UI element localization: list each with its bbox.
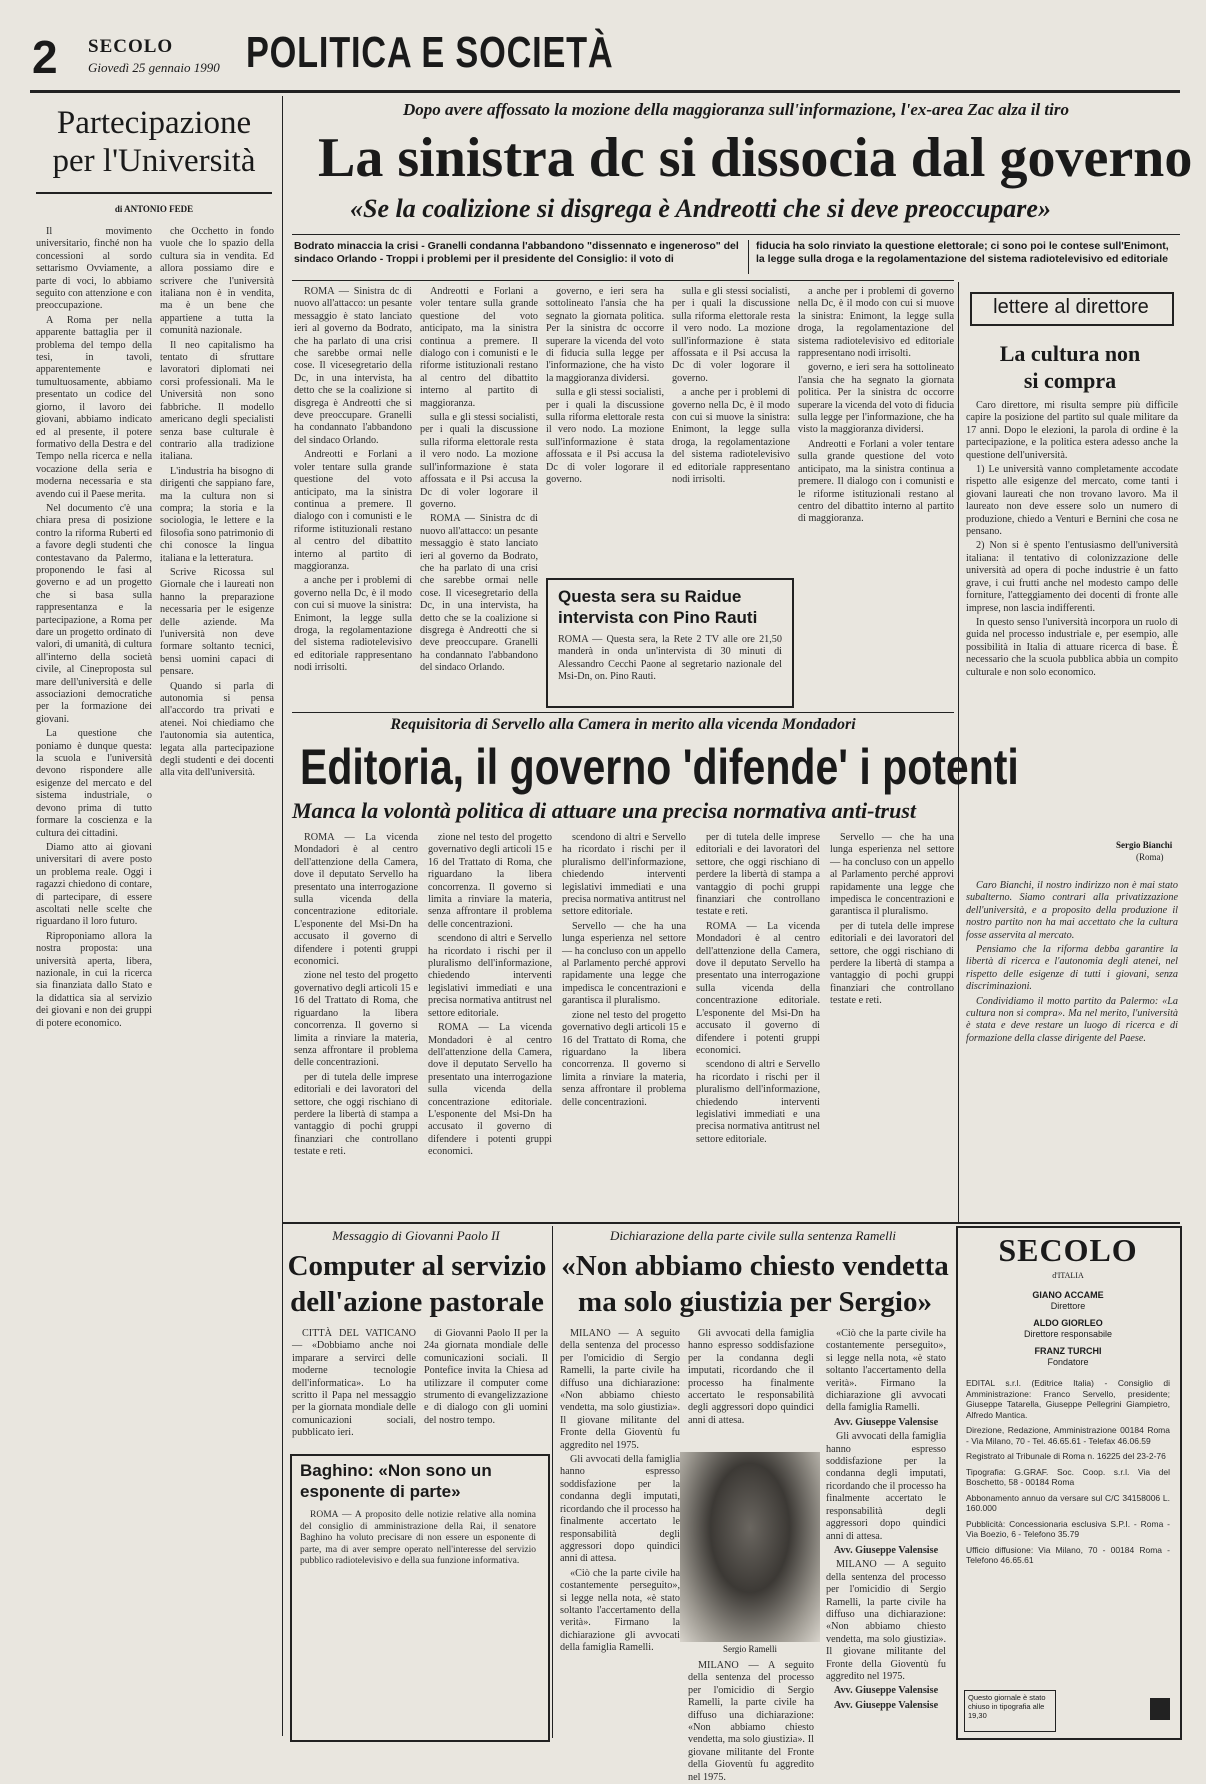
main-summary-left: Bodrato minaccia la crisi - Granelli condanna l'abbandono "dissennato e ingeneroso" del sindaco Orlando - Troppi i problemi per il presidente del Consiglio: il voto di — [294, 240, 739, 265]
paragraph: per di tutela delle imprese editoriali e dei lavoratori del settore, che oggi rischiano di perdere la libertà di stampa a vantaggio di pochi gruppi finanziari che controllano testate e reti. — [830, 920, 954, 1007]
left-headline-rule — [36, 192, 272, 194]
left-article-col1 — [36, 226, 152, 1726]
letters-header: lettere al direttore — [993, 296, 1149, 318]
paragraph: sulla e gli stessi socialisti, per i quali la discussione sulla riforma elettorale resta il vero nodo. La mozione sull'informazione è stata affossata e il Psi accusa la Dc di voler logorare il governo. — [420, 412, 538, 510]
signature: Avv. Giuseppe Valensise — [833, 1685, 939, 1697]
paragraph: ROMA — La vicenda Mondadori è al centro dell'attenzione della Camera, dove il deputato Servello ha presentato una interrogazione sulla vicenda della concentrazione editoriale. L'esponente del Msi-Dn ha accusato il governo di difendere i potenti gruppi economici. — [428, 1022, 552, 1158]
bottom-top-rule — [282, 1222, 1180, 1224]
editoria-headline: Editoria, il governo 'difende' i potenti — [300, 739, 1019, 795]
editoria-top-rule — [292, 712, 954, 713]
paragraph: Diamo atto ai giovani universitari di avere posto un problema reale. Oggi i ragazzi chiedono di contare, di partecipare, di essere ascoltati nelle scelte che riguardano il loro futuro. — [36, 841, 152, 928]
paragraph: Gli avvocati della famiglia hanno espresso soddisfazione per la condanna degli imputati, ricordando che il processo ha finalmente accertato le responsabilità degli aggressori dopo quindici anni di attesa. — [560, 1454, 680, 1565]
editoria-col-1 — [294, 832, 418, 1210]
ramelli-col-3 — [826, 1328, 946, 1736]
paragraph: sulla e gli stessi socialisti, per i quali la discussione sulla riforma elettorale resta il vero nodo. La mozione sull'informazione è stata affossata e il Psi accusa la Dc di voler logorare il governo. — [672, 286, 790, 384]
left-article-col2 — [160, 226, 274, 1726]
paragraph: Caro Bianchi, il nostro indirizzo non è mai stato subalterno. Siamo contrari alla privatizzazione dell'università, e a proposito della produzione il nostro partito non ha mai accettato che la cultura fosse asservita al mercato. — [966, 880, 1178, 941]
paragraph: ROMA — Sinistra dc di nuovo all'attacco: un pesante messaggio è stato lanciato ieri al governo da Bodrato, che ha parlato di una crisi che sarebbe ormai nelle cose. Il vicesegretario della Dc, in una intervista, ha detto che se la coalizione si disgrega è Andreotti che si deve preoccupare. Granelli ha condannato l'abbandono del sindaco Orlando. — [294, 286, 412, 446]
masthead-logo: SECOLO — [88, 36, 174, 57]
paragraph: Servello — che ha una lunga esperienza nel settore — ha concluso con un appello al Parlamento perché approvi rapidamente una legge che impedisca le concentrazioni e garantisca il pluralismo. — [830, 832, 954, 918]
masthead-date: Giovedì 25 gennaio 1990 — [88, 60, 220, 75]
paragraph: zione nel testo del progetto governativo degli articoli 15 e 16 del Trattato di Roma, che riguardano la libera concorrenza. Il governo si limita a rinviare la materia, senza affrontare il problema delle concentrazioni. — [294, 970, 418, 1069]
paragraph: Nel documento c'è una chiara presa di posizione contro la riforma Ruberti ed a favore degli studenti che contestavano da Palermo, proponendo le fasi al governo e ad un progetto che si basa sulla rappresentanza e la partecipazione, a Roma per dare un progetto ordinato di valori, di umanità, di cultura all'interno della società civile, al Cineproposta sul mare dell'università e delle associazioni democratiche per la formazione dei giovani. — [36, 502, 152, 725]
paragraph: Andreotti e Forlani a voler tentare sulla grande questione del voto anticipato, ma la sinistra continua a premere. Il dialogo con i comunisti e le riforme istituzionali restano al centro del dibattito interno al partito di maggioranza. — [798, 438, 954, 525]
staff-role: Direttore — [1050, 1301, 1086, 1311]
paragraph: A Roma per nella apparente battaglia per il problema del tempo della tesi, in tavoli, apparentemente e tumultuosamente, abbiamo presentato un codice del giorno, il lavoro dei giovani, abbiamo indicato ed al presente, il potere formativo della Destra e del Tempo nella ricerca e nella vocazione della seria e moderna necessaria e sta avendo cui il Paese merita. — [36, 314, 152, 500]
editoria-col-4 — [696, 832, 820, 1210]
main-col-5 — [798, 286, 954, 708]
main-col-4 — [672, 286, 790, 576]
signature: Avv. Giuseppe Valensise — [833, 1544, 939, 1556]
paragraph: Scrive Ricossa sul Giornale che i laureati non hanno la preparazione necessaria per le esigenze delle aziende. Ma l'università non deve formare soltanto tecnici, bensì uomini capaci di pensare. — [160, 566, 274, 678]
ramelli-kicker: Dichiarazione della parte civile sulla sentenza Ramelli — [610, 1228, 896, 1243]
left-headline: Partecipazione per l'Università — [52, 105, 256, 179]
paragraph: MILANO — A seguito della sentenza del processo per l'omicidio di Sergio Ramelli, la parte civile ha diffuso una dichiarazione: «Non abbiamo chiesto vendetta, ma solo giustizia». Il giovane militante del Fronte della Gioventù fu aggredito nel 1975. — [826, 1559, 946, 1682]
signature: Avv. Giuseppe Valensise — [833, 1699, 939, 1711]
paragraph: «Ciò che la parte civile ha costantemente perseguito», si legge nella nota, «è stato soltanto l'accertamento della verità». Firmano la dichiarazione gli avvocati della famiglia Ramelli. — [826, 1328, 946, 1414]
colophon-line: Ufficio diffusione: Via Milano, 70 - 00184 Roma - Telefono 46.65.61 — [966, 1544, 1170, 1565]
paragraph: che Occhetto in fondo vuole che lo spazio della cultura sia in vendita. Ed allora possiamo dire e scrivere che l'università italiana non è in vendita, ma è un bene che appartiene a tutta la comunità nazionale. — [160, 226, 274, 337]
colophon-line: Tipografia: G.GRAF. Soc. Coop. s.r.l. Via del Boschetto, 58 - 00184 Roma — [966, 1466, 1170, 1487]
paragraph: CITTÀ DEL VATICANO — «Dobbiamo anche noi imparare a servirci delle moderne tecnologie dell'informatica». Lo ha scritto il Papa nel messaggio per la giornata mondiale delle comunicazioni sociali, pubblicato ieri. — [292, 1328, 416, 1439]
section-title: POLITICA E SOCIETÀ — [246, 28, 614, 77]
ramelli-col-2a — [688, 1328, 814, 1448]
paragraph: governo, e ieri sera ha sottolineato l'ansia che ha segnato la giornata politica. Per la sinistra dc occorre superare la vicenda del voto di fiducia sulla legge per l'informazione, che ha visto la maggioranza dividersi. — [546, 286, 664, 384]
ramelli-col-1 — [560, 1328, 680, 1736]
main-col-3 — [546, 286, 664, 576]
paragraph: governo, e ieri sera ha sottolineato l'ansia che ha segnato la giornata politica. Per la sinistra dc occorre superare la vicenda del voto di fiducia sulla legge per l'informazione, che ha visto la maggioranza dividersi. — [798, 362, 954, 436]
colophon-logo: SECOLO — [998, 1232, 1138, 1268]
paragraph: 1) Le università vanno completamente accodate rispetto alle esigenze del mercato, come tanti i giovani laureati che non trovano lavoro. Ma il laureato non deve essere solo un numero di produzione, chiedo a Venturi e Bernini che cosa ne pensano. — [966, 464, 1178, 538]
main-summary-right: fiducia ha solo rinviato la questione elettorale; ci sono poi le contese sull'Enimont, la legge sulla droga e la regolamentazione del sistema radiotelevisivo ed editoriale — [756, 240, 1169, 265]
summary-divider — [748, 240, 749, 274]
baghino-text — [300, 1510, 536, 1732]
paragraph: Caro direttore, mi risulta sempre più difficile capire la posizione del partito sul quale militare da 17 anni. Dopo le elezioni, la parola di ordine è la partecipazione, e la politica estera adesso anche la questione dell'università. — [966, 400, 1178, 461]
paragraph: ROMA — La vicenda Mondadori è al centro dell'attenzione della Camera, dove il deputato Servello ha presentato una interrogazione sulla vicenda della concentrazione editoriale. L'esponente del Msi-Dn ha accusato il governo di difendere i potenti gruppi economici. — [294, 832, 418, 968]
pope-col-1 — [292, 1328, 416, 1448]
paragraph: sulla e gli stessi socialisti, per i quali la discussione sulla riforma elettorale resta il vero nodo. La mozione sull'informazione è stata affossata e il Psi accusa la Dc di voler logorare il governo. — [546, 387, 664, 486]
main-subheadline: «Se la coalizione si disgrega è Andreotti che si deve preoccupare» — [350, 194, 1051, 223]
paragraph: Quando si parla di autonomia si pensa all'accordo tra privati e atenei. Noi chiediamo che l'autonomia sia autentica, legata alla partecipazione degli studenti e dei docenti alla vita dell'università. — [160, 680, 274, 779]
paragraph: Gli avvocati della famiglia hanno espresso soddisfazione per la condanna degli imputati, ricordando che il processo ha finalmente accertato le responsabilità degli aggressori dopo quindici anni di attesa. — [688, 1328, 814, 1426]
left-byline: di ANTONIO FEDE — [114, 204, 194, 214]
colophon-subtitle: d'ITALIA — [1052, 1271, 1084, 1280]
paragraph: scendono di altri e Servello ha ricordato i rischi per il pluralismo dell'informazione, chiedendo interventi legislativi immediati e una precisa normativa antitrust nel settore editoriale. — [696, 1059, 820, 1145]
paragraph: ROMA — Questa sera, la Rete 2 TV alle ore 21,50 manderà in onda un'intervista di 30 minuti di Alessandro Cecchi Paone al segretario nazionale del Msi-Dn, on. Pino Rauti. — [558, 634, 782, 683]
main-col-2 — [420, 286, 538, 708]
paragraph: La questione che poniamo è dunque questa: la scuola e l'università devono rispondere alle esigenze del mercato e del sistema industriale, o devono prima di tutto formare la coscienza e la cultura dei cittadini. — [36, 728, 152, 839]
paragraph: zione nel testo del progetto governativo degli articoli 15 e 16 del Trattato di Roma, che riguardano la libera concorrenza. Il governo si limita a rinviare la materia, senza affrontare il problema delle concentrazioni. — [428, 832, 552, 930]
paragraph: per di tutela delle imprese editoriali e dei lavoratori del settore, che oggi rischiano di perdere la libertà di stampa a vantaggio di pochi gruppi finanziari che controllano testate e reti. — [294, 1071, 418, 1158]
editoria-kicker: Requisitoria di Servello alla Camera in merito alla vicenda Mondadori — [390, 716, 856, 733]
paragraph: MILANO — A seguito della sentenza del processo per l'omicidio di Sergio Ramelli, la parte civile ha diffuso una dichiarazione: «Non abbiamo chiesto vendetta, ma solo giustizia». Il giovane militante del Fronte della Gioventù fu aggredito nel 1975. — [560, 1328, 680, 1451]
colophon-line: Registrato al Tribunale di Roma n. 16225 del 23-2-76 — [966, 1451, 1166, 1461]
paragraph: Gli avvocati della famiglia hanno espresso soddisfazione per la condanna degli imputati, ricordando che il processo ha finalmente accertato le responsabilità degli aggressori dopo quindici anni di attesa. — [826, 1431, 946, 1542]
letters-title: La cultura non si compra — [999, 341, 1141, 393]
letters-reply — [966, 880, 1178, 1216]
left-vertical-rule — [282, 96, 283, 1736]
staff-role: Fondatore — [1047, 1357, 1089, 1367]
paragraph: MILANO — A seguito della sentenza del processo per l'omicidio di Sergio Ramelli, la parte civile ha diffuso una dichiarazione: «Non abbiamo chiesto vendetta, ma solo giustizia». Il giovane militante del Fronte della Gioventù fu aggredito nel 1975. — [688, 1660, 814, 1783]
paragraph: a anche per i problemi di governo nella Dc, è il modo con cui si muove la sinistra: Enimont, la legge sulla droga, la regolamentazione del sistema radiotelevisivo ed editoriale rappresentano nodi irrisolti. — [798, 286, 954, 360]
rauti-title: Questa sera su Raidue intervista con Pino Rauti — [558, 587, 758, 627]
paragraph: ROMA — A proposito delle notizie relative alla nomina del consiglio di amministrazione della Rai, il senatore Baghino ha voluto precisare di non essere un esponente di parte, ma di aver sempre operato nell'interesse del servizio pubblico radiotelevisivo e della sua funzione informativa. — [300, 1510, 536, 1566]
paragraph: a anche per i problemi di governo nella Dc, è il modo con cui si muove la sinistra: Enimont, la legge sulla droga, la regolamentazione del sistema radiotelevisivo ed editoriale rappresentano nodi irrisolti. — [672, 387, 790, 486]
main-col-1 — [294, 286, 412, 708]
paragraph: zione nel testo del progetto governativo degli articoli 15 e 16 del Trattato di Roma, che riguardano la libera concorrenza. Il governo si limita a rinviare la materia, senza affrontare il problema delle concentrazioni. — [562, 1009, 686, 1108]
paragraph: Andreotti e Forlani a voler tentare sulla grande questione del voto anticipato, ma la sinistra continua a premere. Il dialogo con i comunisti e le riforme istituzionali restano al centro del dibattito interno al partito di maggioranza. — [294, 449, 412, 572]
ramelli-photo-caption: Sergio Ramelli — [722, 1644, 778, 1654]
signature: Avv. Giuseppe Valensise — [833, 1416, 939, 1428]
editoria-col-5 — [830, 832, 954, 1210]
baghino-title: Baghino: «Non sono un esponente di parte» — [300, 1461, 492, 1501]
colophon-line: Abbonamento annuo da versare sul C/C 34158006 L. 160.000 — [966, 1492, 1170, 1513]
paragraph: di Giovanni Paolo II per la 24a giornata mondiale delle comunicazioni sociali. Il Pontefice invita la Chiesa ad utilizzare il computer come strumento di evangelizzazione e di dialogo con gli uomini del nostro tempo. — [424, 1328, 548, 1426]
editoria-col-2 — [428, 832, 552, 1210]
paragraph: per di tutela delle imprese editoriali e dei lavoratori del settore, che oggi rischiano di perdere la libertà di stampa a vantaggio di pochi gruppi finanziari che controllano testate e reti. — [696, 832, 820, 918]
main-headline: La sinistra dc si dissocia dal governo — [318, 127, 1193, 189]
paragraph: Pensiamo che la riforma debba garantire la libertà di ricerca e l'autonomia degli atenei, nel rispetto delle esigenze di tutti i giovani, senza discriminazioni. — [966, 944, 1178, 993]
union-logo-icon — [1150, 1698, 1170, 1720]
editoria-subheadline: Manca la volontà politica di attuare una precisa normativa anti-trust — [292, 798, 917, 823]
paragraph: 2) Non si è spento l'entusiasmo dell'università italiana: il tentativo di colonizzazione delle università ad opera di poche industrie è un fatto grave, i cui frutti anche nel modesto campo delle forniture, l'atteggiamento dei docenti di fronte alle imprese, non lascia indifferenti. — [966, 540, 1178, 614]
colophon-lines — [966, 1378, 1170, 1678]
masthead-rule — [30, 90, 1180, 93]
pope-kicker: Messaggio di Giovanni Paolo II — [332, 1228, 500, 1243]
pope-headline: Computer al servizio dell'azione pastorale — [287, 1250, 547, 1318]
paragraph: Riproponiamo allora la nostra proposta: una università aperta, libera, nazionale, in cui la ricerca sia finanziata dallo Stato e la didattica sia al servizio dei giovani e non dei gruppi di potere economico. — [36, 930, 152, 1029]
letters-signature: Sergio Bianchi — [1116, 840, 1173, 850]
page-number: 2 — [32, 31, 58, 83]
colophon-line: EDITAL s.r.l. (Editrice Italia) - Consiglio di Amministrazione: Franco Servello, presidente; Giuseppe Tatarella, Giuseppe Pellegrini Giampietro, Alfredo Mantica. — [966, 1378, 1170, 1420]
editoria-col-3 — [562, 832, 686, 1210]
paragraph: ROMA — La vicenda Mondadori è al centro dell'attenzione della Camera, dove il deputato Servello ha presentato una interrogazione sulla vicenda della concentrazione editoriale. L'esponente del Msi-Dn ha accusato il governo di difendere i potenti gruppi economici. — [696, 920, 820, 1056]
main-summary-rule — [292, 280, 954, 281]
ramelli-photo — [680, 1452, 820, 1642]
paragraph: a anche per i problemi di governo nella Dc, è il modo con cui si muove la sinistra: Enimont, la legge sulla droga, la regolamentazione del sistema radiotelevisivo ed editoriale rappresentano nodi irrisolti. — [294, 575, 412, 674]
paragraph: Condividiamo il motto partito da Palermo: «La cultura non si compra». Ma nel merito, l'università è stata e deve restare un luogo di ricerca e di formazione della classe dirigente del Paese. — [966, 995, 1178, 1044]
ramelli-col-2b — [688, 1660, 814, 1783]
paragraph: Il neo capitalismo ha tentato di sfruttare lavoratori diplomati nei corsi professionali. Ma le Università non sono fabbriche. Il modello americano degli specialisti senza base culturale è contrario alla tradizione italiana. — [160, 339, 274, 463]
pope-col-2 — [424, 1328, 548, 1448]
colophon-line: Direzione, Redazione, Amministrazione 00184 Roma - Via Milano, 70 - Tel. 46.65.61 - Telefax 46.06.59 — [966, 1425, 1170, 1446]
staff-name: FRANZ TURCHI — [1034, 1346, 1102, 1356]
ramelli-headline: «Non abbiamo chiesto vendetta ma solo giustizia per Sergio» — [561, 1250, 949, 1318]
letters-signature-place: (Roma) — [1136, 852, 1164, 862]
colophon-footer-note: Questo giornale è stato chiuso in tipografia alle 19,30 — [968, 1693, 1046, 1720]
staff-role: Direttore responsabile — [1023, 1329, 1113, 1339]
paragraph: L'industria ha bisogno di dirigenti che sappiano fare, ma la cultura non si compra; la storia e la sociologia, le lettere e la filosofia sono patrimonio di chi conosce la lingua italiana e la letteratura. — [160, 465, 274, 564]
staff-name: ALDO GIORLEO — [1033, 1318, 1103, 1328]
main-kicker: Dopo avere affossato la mozione della maggioranza sull'informazione, l'ex-area Zac alza il tiro — [402, 100, 1069, 119]
paragraph: In questo senso l'università incorpora un ruolo di guida nel processo industriale e, per esempio, alle possibilità in Italia di attuare ricerca di base. È necessario che la scuola pubblica abbia un compito culturale e non solo economico. — [966, 616, 1178, 678]
staff-name: GIANO ACCAME — [1032, 1290, 1104, 1300]
paragraph: scendono di altri e Servello ha ricordato i rischi per il pluralismo dell'informazione, chiedendo interventi legislativi immediati e una precisa normativa antitrust nel settore editoriale. — [562, 832, 686, 918]
paragraph: Andreotti e Forlani a voler tentare sulla grande questione del voto anticipato, ma la sinistra continua a premere. Il dialogo con i comunisti e le riforme istituzionali restano al centro del dibattito interno al partito di maggioranza. — [420, 286, 538, 409]
paragraph: «Ciò che la parte civile ha costantemente perseguito», si legge nella nota, «è stato soltanto l'accertamento della verità». Firmano la dichiarazione gli avvocati della famiglia Ramelli. — [560, 1567, 680, 1654]
paragraph: ROMA — Sinistra dc di nuovo all'attacco: un pesante messaggio è stato lanciato ieri al governo da Bodrato, che ha parlato di una crisi che sarebbe ormai nelle cose. Il vicesegretario della Dc, in una intervista, ha detto che se la coalizione si disgrega è Andreotti che si deve preoccupare. Granelli ha condannato l'abbandono del sindaco Orlando. — [420, 513, 538, 674]
colophon-line: Pubblicità: Concessionaria esclusiva S.P.I. - Roma - Via Boezio, 6 - Telefono 35.79 — [966, 1518, 1170, 1539]
rauti-text — [558, 634, 782, 700]
main-head-rule — [292, 234, 1180, 235]
paragraph: Servello — che ha una lunga esperienza nel settore — ha concluso con un appello al Parlamento perché approvi rapidamente una legge che impedisca le concentrazioni e garantisca il pluralismo. — [562, 920, 686, 1007]
paragraph: scendono di altri e Servello ha ricordato i rischi per il pluralismo dell'informazione, chiedendo interventi legislativi immediati e una precisa normativa antitrust nel settore editoriale. — [428, 933, 552, 1019]
paragraph: Il movimento universitario, finché non ha concessioni al sordo settarismo Ovviamente, a parte di voci, lo abbiamo seguito con attenzione e con preoccupazione. — [36, 226, 152, 312]
